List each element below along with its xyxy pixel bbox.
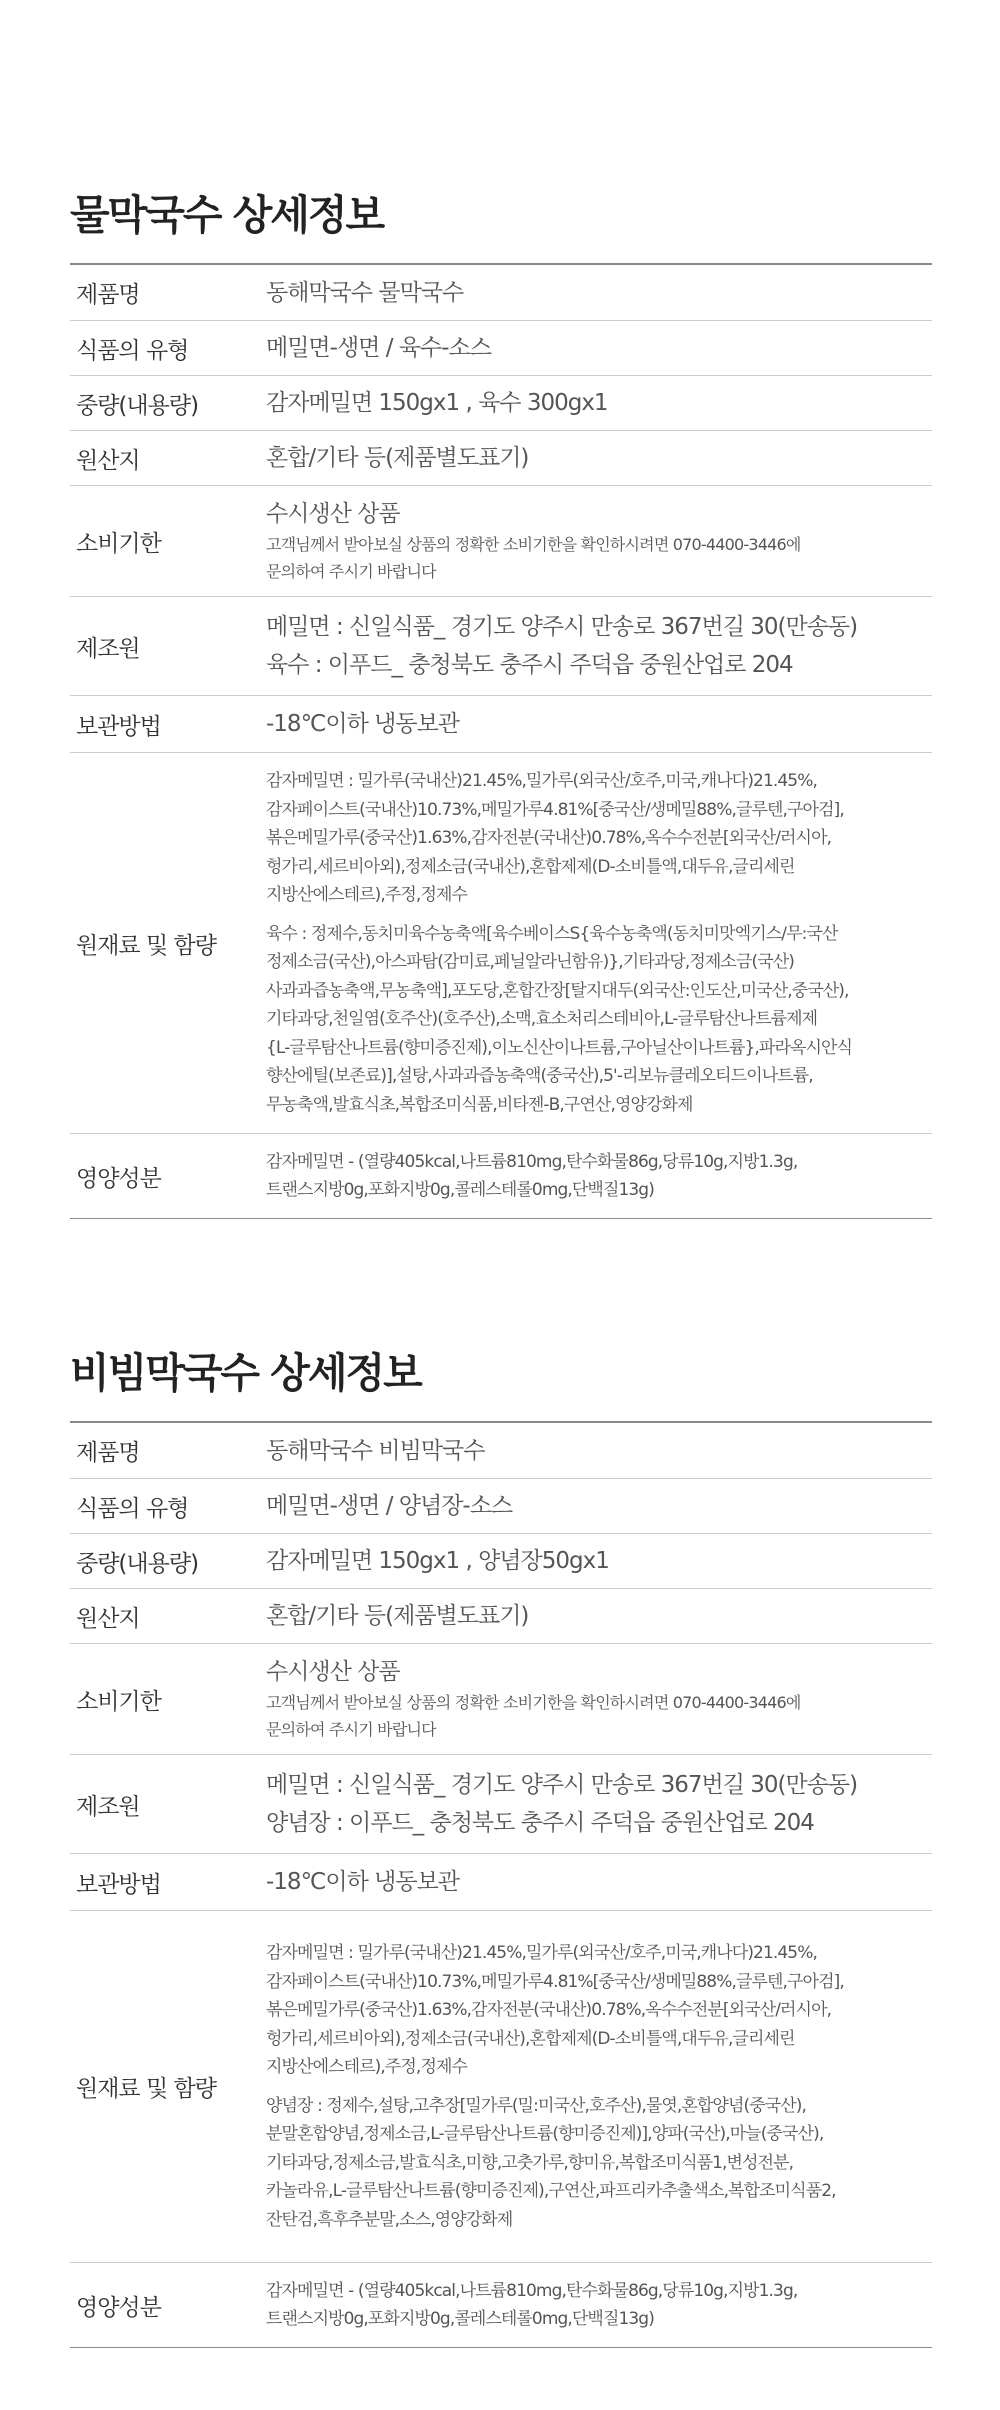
row-product-name [70,265,932,320]
ingredients-line: 잔탄검,흑후추분말,소스,영양강화제 [266,2209,513,2230]
section-title: 물막국수 상세정보 [70,191,384,239]
ingredients-line: 사과과즙농축액,무농축액],포도당,혼합간장[탈지대두(외국산:인도산,미국산,중국산), [266,980,849,1001]
spec-table [70,263,932,1219]
ingredients-line: 육수 : 정제수,동치미육수농축액[육수베이스S{육수농축액(동치미맛엑기스/무:국산 [266,923,838,944]
manufacturer-line: 육수 : 이푸드_ 충청북도 충주시 주덕읍 중원산업로 204 [266,652,793,678]
row-value [266,1148,932,1205]
row-storage [70,1853,932,1910]
nutrition-line: 감자메밀면 - (열량405kcal,나트륨810mg,탄수화물86g,당류10g,지방1.3g, [266,2280,798,2301]
row-value [266,1655,932,1743]
row-value [266,767,932,1119]
ingredients-line: 볶은메밀가루(중국산)1.63%,감자전분(국내산)0.78%,옥수수전분[외국산/러시아, [266,2000,832,2020]
row-food-type [70,320,932,375]
row-label: 중량(내용량) [76,392,199,419]
row-label: 보관방법 [76,713,161,740]
row-ingredients [70,1910,932,2262]
row-value: -18℃이하 냉동보관 [266,711,460,737]
ingredients-line: 감자메밀면 : 밀가루(국내산)21.45%,밀가루(외국산/호주,미국,캐나다)21.45%, [266,1943,817,1963]
row-label: 제품명 [76,1440,140,1466]
ingredients-line: 감자페이스트(국내산)10.73%,메밀가루4.81%[중국산/생메밀88%,글루텐,구아검], [266,1971,844,1992]
nutrition-line: 감자메밀면 - (열량405kcal,나트륨810mg,탄수화물86g,당류10g,지방1.3g, [266,1151,798,1172]
row-value [266,608,932,684]
ingredients-line: 향산에틸(보존료)],설탕,사과과즙농축액(중국산),5'-리보뉴클레오티드이나트륨, [266,1066,813,1086]
row-label: 중량(내용량) [76,1550,199,1577]
row-value: 동해막국수 물막국수 [266,279,464,306]
row-nutrition [70,2262,932,2347]
ingredients-paragraph [266,767,932,910]
ingredients-paragraph [266,2092,932,2235]
row-label: 제조원 [76,1793,140,1820]
ingredients-line: 헝가리,세르비아외),정제소금(국내산),혼합제제(D-소비틀액,대두유,글리세린 [266,856,795,877]
expiry-note: 문의하여 주시기 바랍니다 [266,562,436,581]
row-label: 제품명 [76,282,140,308]
row-value: 혼합/기타 등(제품별도표기) [266,445,529,471]
row-label: 원재료 및 함량 [76,2076,216,2102]
row-label: 원산지 [76,1605,140,1632]
row-value [266,2277,932,2334]
expiry-main: 수시생산 상품 [266,1659,400,1685]
row-manufacturer [70,1754,932,1853]
section-bibim-makguksu [70,1348,932,2348]
row-food-type [70,1478,932,1533]
row-product-name [70,1423,932,1478]
row-label: 소비기한 [76,1688,161,1715]
ingredients-line: 분말혼합양념,정제소금,L-글루탐산나트륨(향미증진제)],양파(국산),마늘(중국산), [266,2124,824,2144]
expiry-note: 고객님께서 받아보실 상품의 정확한 소비기한을 확인하시려면 070-4400-3446에 [266,1693,801,1712]
row-nutrition [70,1133,932,1218]
row-value: 혼합/기타 등(제품별도표기) [266,1603,529,1629]
row-label: 영양성분 [76,1165,161,1192]
row-value: 메밀면-생면 / 양념장-소스 [266,1493,513,1519]
row-weight [70,375,932,430]
spec-table [70,1421,932,2348]
ingredients-line: 헝가리,세르비아외),정제소금(국내산),혼합제제(D-소비틀액,대두유,글리세린 [266,2028,795,2049]
ingredients-line: 양념장 : 정제수,설탕,고추장[밀가루(밀:미국산,호주산),물엿,혼합양념(중국산), [266,2095,807,2116]
row-label: 식품의 유형 [76,337,189,364]
row-manufacturer [70,596,932,695]
nutrition-line: 트랜스지방0g,포화지방0g,콜레스테롤0mg,단백질13g) [266,2309,654,2329]
ingredients-line: {L-글루탐산나트륨(향미증진제),이노신산이나트륨,구아닐산이나트륨},파라옥시안식 [266,1037,853,1058]
ingredients-line: 기타과당,천일염(호주산)(호주산),소맥,효소처리스테비아,L-글루탐산나트륨제제 [266,1009,818,1029]
row-expiry [70,1643,932,1754]
row-value [266,1766,932,1842]
expiry-note: 고객님께서 받아보실 상품의 정확한 소비기한을 확인하시려면 070-4400-3446에 [266,535,801,554]
row-label: 소비기한 [76,530,161,557]
row-label: 제조원 [76,635,140,662]
expiry-main: 수시생산 상품 [266,501,400,527]
ingredients-line: 지방산에스테르),주정,정제수 [266,2057,468,2077]
ingredients-line: 감자메밀면 : 밀가루(국내산)21.45%,밀가루(외국산/호주,미국,캐나다)21.45%, [266,771,817,791]
expiry-note: 문의하여 주시기 바랍니다 [266,1720,436,1739]
ingredients-line: 감자페이스트(국내산)10.73%,메밀가루4.81%[중국산/생메밀88%,글루텐,구아검], [266,799,844,820]
row-value: 동해막국수 비빔막국수 [266,1437,485,1464]
ingredients-line: 무농축액,발효식초,복합조미식품,비타젠-B,구연산,영양강화제 [266,1094,693,1115]
row-value: 메밀면-생면 / 육수-소스 [266,335,491,361]
ingredients-line: 정제소금(국산),아스파탐(감미료,페닐알라닌함유)},기타과당,정제소금(국산) [266,952,794,972]
row-storage [70,695,932,752]
ingredients-paragraph [266,920,932,1120]
section-title: 비빔막국수 상세정보 [70,1349,421,1397]
row-label: 식품의 유형 [76,1495,189,1522]
row-value [266,1939,932,2234]
row-expiry [70,485,932,596]
row-label: 보관방법 [76,1871,161,1898]
row-ingredients [70,752,932,1133]
nutrition-line: 트랜스지방0g,포화지방0g,콜레스테롤0mg,단백질13g) [266,1180,654,1200]
row-value: -18℃이하 냉동보관 [266,1869,460,1895]
manufacturer-line: 양념장 : 이푸드_ 충청북도 충주시 주덕읍 중원산업로 204 [266,1810,814,1836]
row-value: 감자메밀면 150gx1 , 양념장50gx1 [266,1548,609,1574]
row-weight [70,1533,932,1588]
section-mul-makguksu [70,190,932,1219]
row-origin [70,1588,932,1643]
ingredients-line: 카놀라유,L-글루탐산나트륨(향미증진제),구연산,파프리카추출색소,복합조미식품2, [266,2181,836,2201]
row-label: 원재료 및 함량 [76,932,216,959]
row-label: 원산지 [76,447,140,474]
row-value [266,497,932,585]
manufacturer-line: 메밀면 : 신일식품_ 경기도 양주시 만송로 367번길 30(만송동) [266,1772,858,1798]
row-origin [70,430,932,485]
ingredients-paragraph [266,1939,932,2082]
ingredients-line: 볶은메밀가루(중국산)1.63%,감자전분(국내산)0.78%,옥수수전분[외국산/러시아, [266,828,832,848]
ingredients-line: 지방산에스테르),주정,정제수 [266,885,468,905]
row-value: 감자메밀면 150gx1 , 육수 300gx1 [266,390,608,416]
manufacturer-line: 메밀면 : 신일식품_ 경기도 양주시 만송로 367번길 30(만송동) [266,614,858,640]
ingredients-line: 기타과당,정제소금,발효식초,미향,고춧가루,향미유,복합조미식품1,변성전분, [266,2152,794,2173]
row-label: 영양성분 [76,2294,161,2321]
